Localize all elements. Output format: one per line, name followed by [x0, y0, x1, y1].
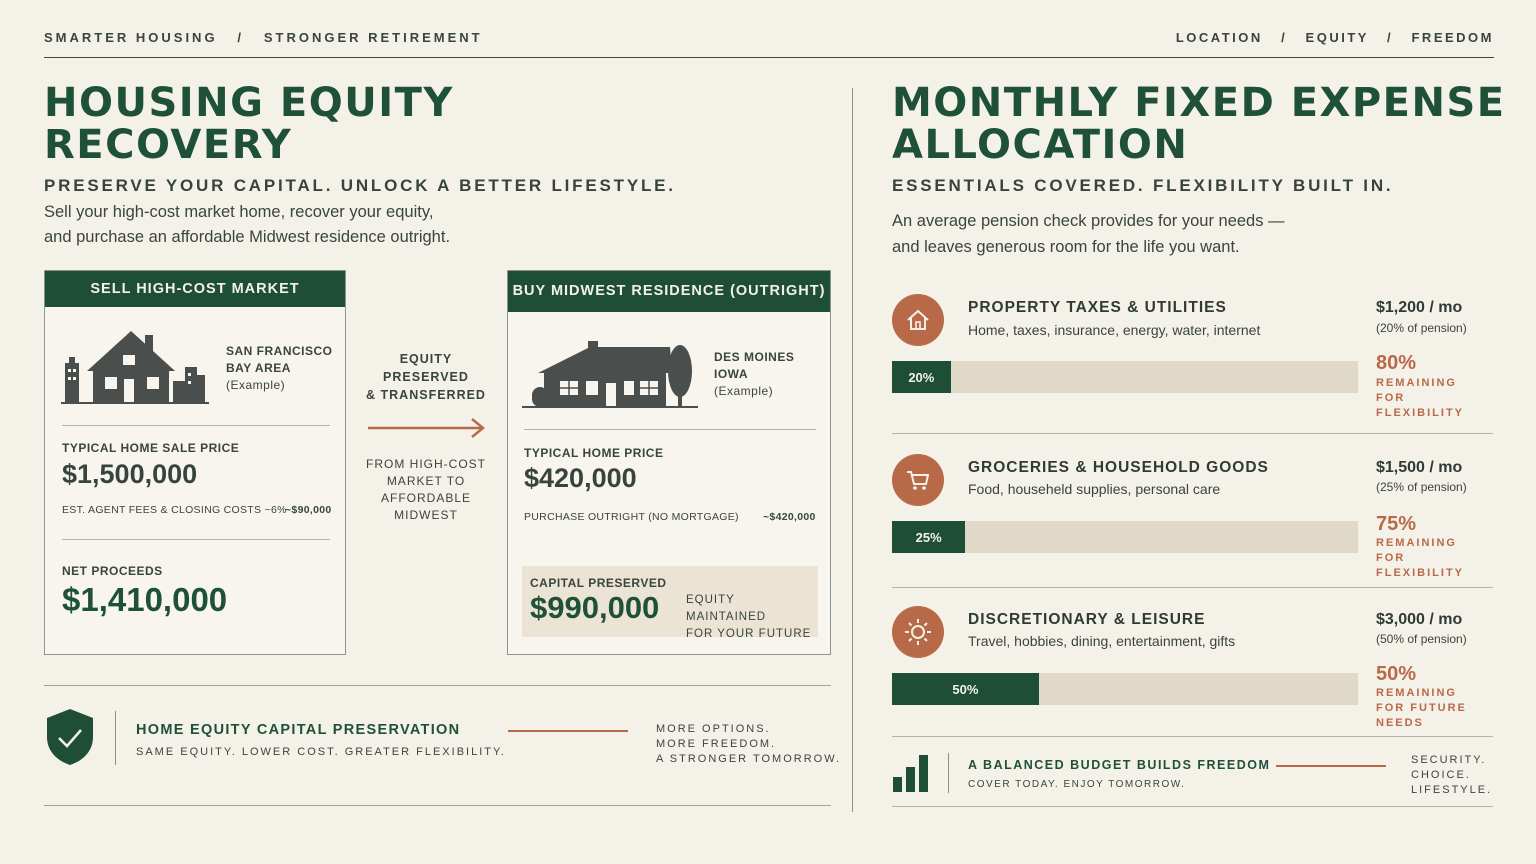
equity-maintained-note: EQUITY MAINTAINED FOR YOUR FUTURE [686, 594, 812, 640]
right-footer-accent-line [1276, 765, 1386, 767]
left-footer-title: HOME EQUITY CAPITAL PRESERVATION [136, 722, 461, 738]
net-proceeds-value: $1,410,000 [62, 581, 228, 618]
purchase-value: ~$420,000 [763, 511, 816, 523]
right-footer-title: A BALANCED BUDGET BUILDS FREEDOM [968, 758, 1271, 772]
remaining-label: REMAINING FOR FLEXIBILITY [1376, 377, 1464, 419]
expense-amount: $1,200 / mo [1376, 299, 1463, 316]
left-subtitle: PRESERVE YOUR CAPITAL. UNLOCK A BETTER LIFESTYLE. [44, 176, 676, 195]
left-footer-subtitle: SAME EQUITY. LOWER COST. GREATER FLEXIBILITY. [136, 746, 506, 758]
right-footer-separator [948, 753, 949, 793]
expense-amount: $3,000 / mo [1376, 611, 1463, 628]
buy-price: $420,000 [524, 463, 637, 493]
sell-card [44, 270, 346, 655]
expense-row-property [892, 294, 1494, 424]
capital-preserved-box [522, 566, 818, 640]
expense-divider-3 [892, 736, 1493, 737]
expense-pct-note: (50% of pension) [1376, 632, 1467, 646]
city-house-icon [61, 323, 209, 405]
expense-amount: $1,500 / mo [1376, 459, 1463, 476]
buy-card-header: BUY MIDWEST RESIDENCE (OUTRIGHT) [508, 271, 830, 312]
expense-bar-track [892, 673, 1358, 705]
buy-divider [524, 429, 816, 430]
right-body: An average pension check provides for your needs — and leaves generous room for the life you want. [892, 212, 1285, 256]
expense-title: DISCRETIONARY & LEISURE [968, 611, 1206, 628]
expense-title: GROCERIES & HOUSEHOLD GOODS [968, 459, 1269, 476]
cart-icon [892, 454, 944, 506]
sell-divider-1 [62, 425, 330, 426]
remaining-label: REMAINING FOR FLEXIBILITY [1376, 537, 1464, 579]
left-body: Sell your high-cost market home, recover your equity, and purchase an affordable Midwest residence outright. [44, 203, 451, 246]
house-icon [892, 294, 944, 346]
sell-fees-value: ~$90,000 [285, 504, 332, 516]
capital-preserved-label: CAPITAL PRESERVED [530, 576, 667, 590]
equity-transfer-label: EQUITY PRESERVED & TRANSFERRED [366, 352, 486, 402]
purchase-label: PURCHASE OUTRIGHT (NO MORTGAGE) [524, 511, 739, 523]
arrow-right-icon [366, 416, 488, 440]
expense-bar-track [892, 361, 1358, 393]
expense-bar-fill: 20% [892, 361, 951, 393]
transfer-from-text: FROM HIGH-COST MARKET TO AFFORDABLE MIDWEST [366, 457, 486, 522]
buy-location: DES MOINES IOWA (Example) [714, 350, 795, 398]
sell-divider-2 [62, 539, 330, 540]
left-footer-bottom-rule [44, 805, 831, 806]
sell-fees-label: EST. AGENT FEES & CLOSING COSTS ~6% [62, 504, 287, 516]
expense-pct-note: (25% of pension) [1376, 480, 1467, 494]
sell-price: $1,500,000 [62, 459, 198, 489]
left-footer-accent-line [508, 730, 628, 732]
right-footer-right-text: SECURITY. CHOICE. LIFESTYLE. [1411, 754, 1493, 796]
expense-desc: Food, househeld supplies, personal care [968, 481, 1221, 497]
expense-desc: Travel, hobbies, dining, entertainment, gifts [968, 633, 1236, 649]
sell-price-label: TYPICAL HOME SALE PRICE [62, 441, 240, 455]
header-right-tagline: LOCATION / EQUITY / FREEDOM [1175, 30, 1494, 45]
midwest-house-icon [522, 337, 698, 409]
buy-price-label: TYPICAL HOME PRICE [524, 446, 664, 460]
left-footer-separator [115, 711, 116, 765]
sell-location: SAN FRANCISCO BAY AREA (Example) [226, 344, 333, 392]
net-proceeds-label: NET PROCEEDS [62, 564, 163, 578]
remaining-pct: 80% [1376, 352, 1417, 374]
left-footer-right-text: MORE OPTIONS. MORE FREEDOM. A STRONGER TOMORROW. [656, 723, 842, 765]
top-bar [44, 30, 1494, 58]
expense-divider-2 [892, 587, 1493, 588]
expense-divider-1 [892, 433, 1493, 434]
remaining-pct: 75% [1376, 513, 1417, 535]
expense-bar-fill: 50% [892, 673, 1039, 705]
left-title: HOUSING EQUITY RECOVERY [44, 80, 454, 168]
shield-check-icon [44, 707, 96, 767]
expense-row-leisure [892, 606, 1494, 729]
expense-pct-note: (20% of pension) [1376, 321, 1467, 335]
bar-chart-icon [892, 753, 932, 793]
remaining-label: REMAINING FOR FUTURE NEEDS [1376, 687, 1467, 729]
right-footer-bottom-rule [892, 806, 1493, 807]
sun-icon [892, 606, 944, 658]
expense-title: PROPERTY TAXES & UTILITIES [968, 299, 1227, 316]
expense-row-groceries [892, 454, 1494, 584]
header-left-tagline: SMARTER HOUSING / STRONGER RETIREMENT [44, 30, 483, 45]
sell-card-header: SELL HIGH-COST MARKET [45, 271, 345, 307]
capital-preserved-value: $990,000 [530, 590, 660, 625]
remaining-pct: 50% [1376, 663, 1417, 685]
expense-bar-track [892, 521, 1358, 553]
right-title: MONTHLY FIXED EXPENSE ALLOCATION [892, 80, 1506, 168]
right-subtitle: ESSENTIALS COVERED. FLEXIBILITY BUILT IN. [892, 176, 1394, 195]
buy-card [507, 270, 831, 655]
expense-desc: Home, taxes, insurance, energy, water, internet [968, 322, 1261, 338]
panel-divider [852, 88, 853, 812]
expense-bar-fill: 25% [892, 521, 965, 553]
right-footer-subtitle: COVER TODAY. ENJOY TOMORROW. [968, 779, 1186, 790]
left-footer-top-rule [44, 685, 831, 686]
